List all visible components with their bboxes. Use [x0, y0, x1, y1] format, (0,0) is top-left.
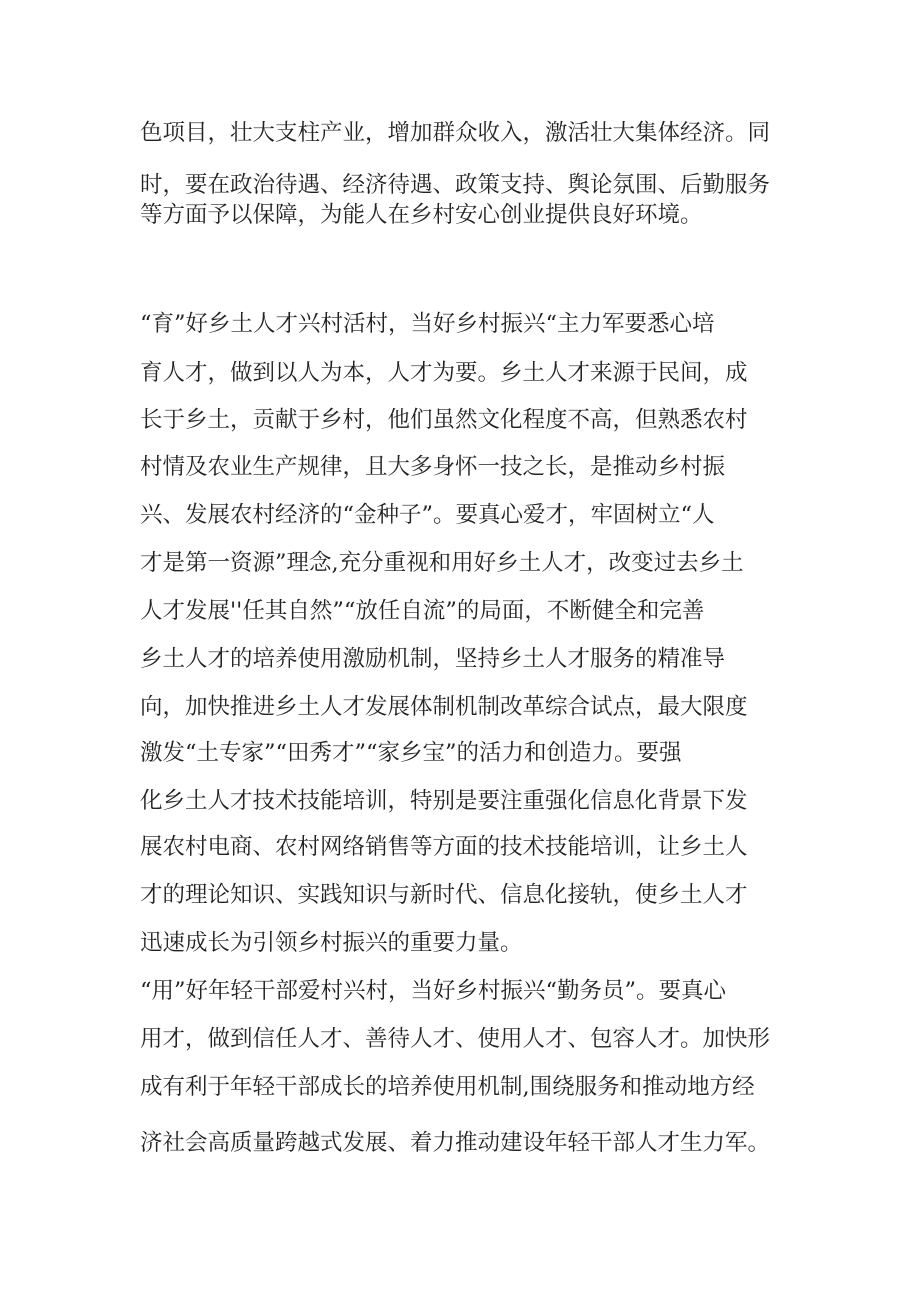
text-line-11: 乡土人才的培养使用激励机制，坚持乡土人才服务的精准导 [140, 646, 726, 672]
text-line-16: 才的理论知识、实践知识与新时代、信息化接轨，使乡土人才 [140, 882, 748, 908]
text-line-4: “育”好乡土人才兴村活村，当好乡村振兴“主力军要悉心培 [140, 311, 715, 337]
text-line-6: 长于乡土，贡献于乡村，他们虽然文化程度不高，但熟悉农村 [140, 407, 748, 433]
text-line-20: 成有利于年轻干部成长的培养使用机制,围绕服务和推动地方经 [140, 1074, 755, 1100]
text-line-10: 人才发展''任其自然”“放任自流”的局面，不断健全和完善 [140, 598, 705, 624]
text-line-17: 迅速成长为引领乡村振兴的重要力量。 [140, 930, 523, 956]
text-line-13: 激发“土专家”“田秀才”“家乡宝”的活力和创造力。要强 [140, 740, 682, 766]
text-line-8: 兴、发展农村经济的“金种子”。要真心爱才，牢固树立“人 [140, 502, 715, 528]
text-line-7: 村情及农业生产规律，且大多身怀一技之长，是推动乡村振 [140, 454, 726, 480]
text-line-21: 济社会高质量跨越式发展、着力推动建设年轻干部人才生力军。 [140, 1130, 771, 1156]
text-line-9: 才是第一资源”理念,充分重视和用好乡土人才，改变过去乡土 [140, 550, 744, 576]
text-line-14: 化乡土人才技术技能培训，特别是要注重强化信息化背景下发 [140, 788, 748, 814]
text-line-19: 用才，做到信任人才、善待人才、使用人才、包容人才。加快形 [140, 1026, 771, 1052]
text-line-5: 育人才，做到以人为本，人才为要。乡土人才来源于民间，成 [140, 360, 748, 386]
text-line-3: 等方面予以保障，为能人在乡村安心创业提供良好环境。 [140, 202, 703, 228]
text-line-1: 色项目，壮大支柱产业，增加群众收入，激活壮大集体经济。同 [140, 120, 771, 146]
text-line-12: 向，加快推进乡土人才发展体制机制改革综合试点，最大限度 [140, 694, 748, 720]
text-line-15: 展农村电商、农村网络销售等方面的技术技能培训，让乡土人 [140, 834, 748, 860]
text-line-18: “用”好年轻干部爱村兴村，当好乡村振兴“勤务员”。要真心 [140, 978, 727, 1004]
text-line-2: 时，要在政治待遇、经济待遇、政策支持、舆论氛围、后勤服务 [140, 172, 771, 198]
